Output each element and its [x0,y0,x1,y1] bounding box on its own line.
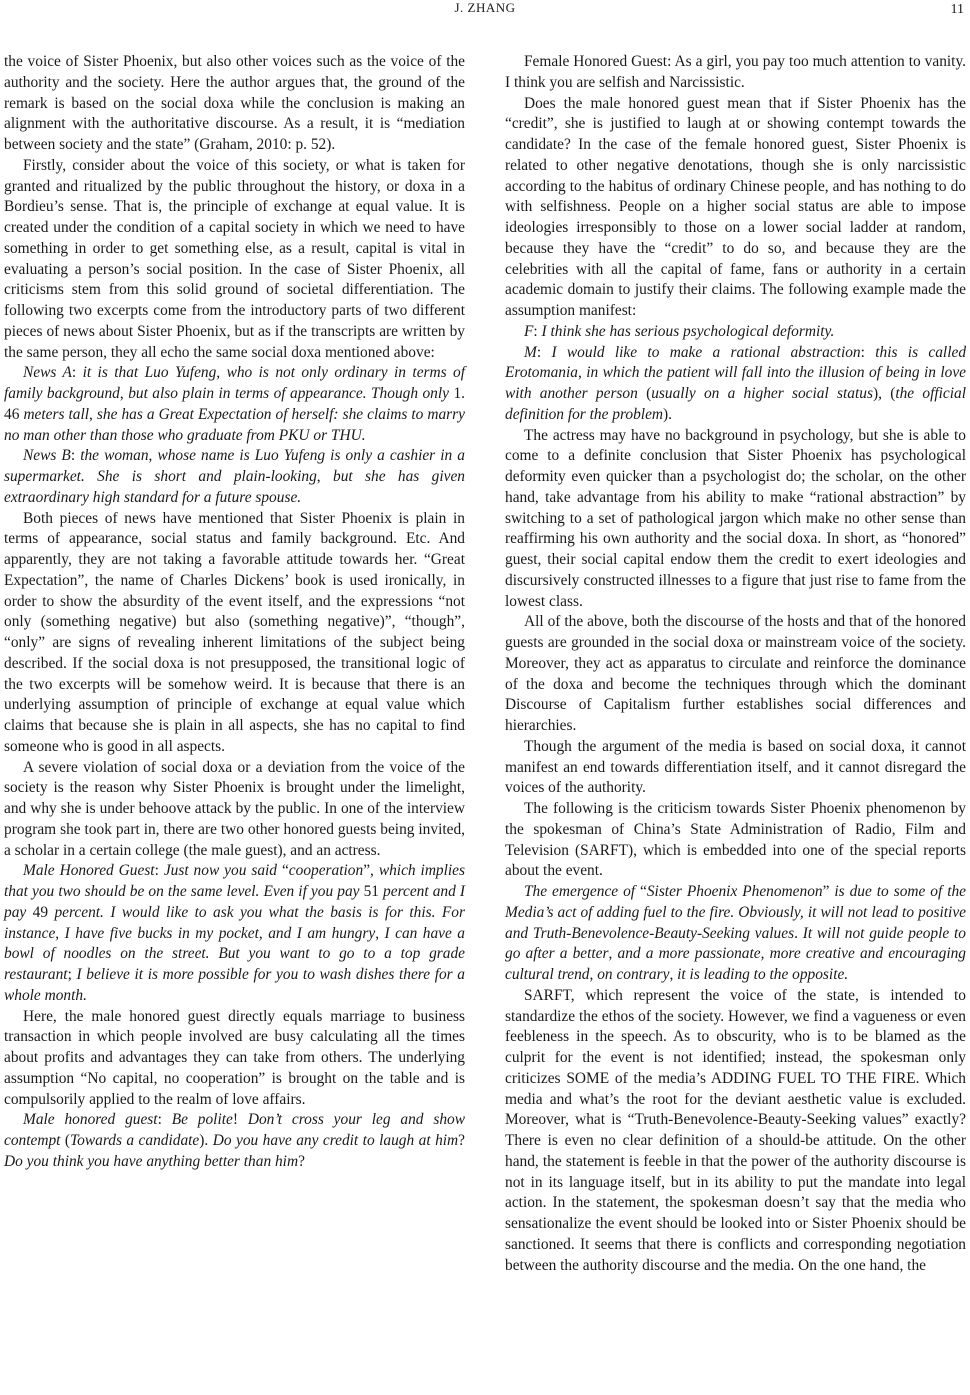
text-run: usually on a higher social status [651,385,873,402]
upright-text: “ [640,883,647,900]
upright-text: ). [663,405,673,423]
text-run: M [524,343,537,361]
upright-text: , [89,405,97,423]
text-run: Both pieces of news have mentioned that Sister Phoenix is plain in terms of appearance, social status and family background. Etc. And apparently, they are not taking a favorable attitude towards her. “Great Expectation”, the name of Charles Dickens’ book is used ironically, in order to show the absurdity of the event itself, and the expressions “not only (something negative) but also (something negative)”, “though”, “only” are signs of revealing inherent limitations of the subject being described. If the social doxa is not presupposed, the transitional logic of the two excerpts will be somehow weird. It is because that there is an underlying assumption of principle of exchange at equal value which claims that because she is plain in all aspects, she has no capital to find someone who is good in all aspects. [4,509,465,755]
text-run: It will not guide people to go after a better [505,924,966,963]
text-run: The following is the criticism towards Sister Phoenix phenomenon by the spokesman of China’s State Administration of Radio, Film and Television (SARFT), which is embedded into one of the special reports about the event. [505,800,966,880]
text-run: and a more passionate [617,945,761,963]
text-run: she has a Great Expectation of herself: she claims to marry no man other than those who graduate from PKU or THU. [4,405,465,444]
upright-text: . [794,924,803,942]
upright-text: : [70,447,81,465]
body-paragraph [4,1007,465,1111]
upright-text: : [154,862,164,880]
excerpt-paragraph [505,882,966,986]
upright-text: ! [232,1111,248,1129]
body-paragraph [505,426,966,613]
page-number: 11 [950,2,964,17]
text-run: Be polite [171,1111,233,1129]
upright-text: : [71,364,83,382]
text-run: the woman [80,447,149,465]
running-head-author: J. ZHANG [454,0,516,15]
upright-text: ” [822,883,835,900]
text-run: The actress may have no background in psychology, but she is able to come to a definite conclusion that Sister Phoenix has psychological deformity even quicker than a psychologist do; the scholar, on the other hand, take advantage from his ability to make “rational abstraction” by switching to a set of pathological jargon which make no other sense than reaffirming his own authority and the social doxa. In short, as “honored” guest, their social capital endow them the credit to exert ideologies and discursively constructed illnesses to a figure that just rise to fame from the lowest class. [505,426,966,610]
upright-text: ? [298,1152,305,1170]
body-paragraph [4,758,465,862]
upright-text: , [55,924,65,942]
text-run: Here, the male honored guest directly equals marriage to business transaction in which people involved are busy calculating all the times about profits and advantages they can take from others. The underlying assumption “No capital, no cooperation” is brought on the table and is compulsorily applied to the realm of love affairs. [4,1007,465,1108]
text-run: All of the above, both the discourse of the hosts and that of the honored guests are grounded in the social doxa or mainstream voice of the society. Moreover, they act as apparatus to circulate and reinforce the dominance of the doxa and become the techniques through which the dominant Discourse of Capitalism further establishes social differences and hierarchies. [505,613,966,734]
text-run: The emergence of [524,883,640,900]
upright-text: , [316,468,333,485]
upright-text: , [589,966,598,983]
text-run: I can have a bowl of noodles on the street. But you want to go to a top grade restaurant [4,924,466,983]
body-paragraph [505,94,966,322]
text-run: Do you think you have anything better than him [4,1152,299,1170]
upright-text: ? [458,1132,466,1149]
text-run: this is called Erotomania [505,343,967,382]
text-run: but she has given extraordinary high standard for a future spouse. [4,468,465,506]
text-run: the official definition for the problem [505,385,966,423]
upright-text: , [577,364,587,382]
text-run: F [524,322,534,340]
text-run: Firstly, consider about the voice of this society, or what is taken for granted and ritualized by the public throughout the history, or doxa in a Bordieu’s sense. That is, the principle of exchange at equal value. It is created under the condition of a capital society in which we need to have something in order to get something else, as a result, capital is vital in evaluating a person’s social position. In the case of Sister Phoenix, all criticisms stem from this solid ground of societal differentiation. The following two excerpts come from the introductory parts of two different pieces of news about Sister Phoenix, but as if the transcripts are written by the same person, they all echo the same social doxa mentioned above: [4,156,465,361]
right-column [505,52,966,1276]
text-run: is due to some of the Media’s act of adding fuel to the fire. Obviously, it will not lead to positive and Truth-Benevolence-Beauty-Seeking values [505,883,967,942]
text-run: Female Honored Guest: As a girl, you pay too much attention to vanity. I think you are selfish and Narcissistic. [505,53,966,91]
text-run: News A [23,364,72,382]
text-run: Does the male honored guest mean that if Sister Phoenix has the “credit”, she is justified to laugh at or showing contempt towards the candidate? In the case of the female honored guest, Sister Phoenix is related to other negative denotations, though she is only narcissistic according to the habitus of ordinary Chinese people, and has nothing to do with selfishness. People on a higher social status are able to impose ideologies irresponsibly to those on a lower social ladder at random, because they have the “credit” to do so, and because they are the celebrities with all the capital of fame, fans or authority in a certain academic domain to justify their claims. The following example made the assumption manifest: [505,94,966,319]
body-paragraph [505,612,966,737]
upright-text: : [157,1111,172,1129]
text-run: Male Honored Guest [23,862,155,880]
text-run: News B [23,447,71,465]
excerpt-paragraph [4,446,465,508]
upright-text: 51 [363,883,384,900]
upright-text: ). [199,1132,213,1149]
text-run: and I am hungry [268,924,376,942]
upright-text: , [669,966,678,983]
upright-text: 49 [32,903,55,921]
text-run: but also plain in terms of appearance. Though only [128,385,454,402]
text-run: SARFT, which represent the voice of the state, is intended to standardize the ethos of the society. However, we find a vagueness or even feebleness in the speech. As to obscurity, who is to be blamed as the culprit for the event is not identified; instead, the spokesman only criticizes SOME of the media’s ADDING FUEL TO THE FIRE. Which media and what’s the root for the deviant aesthetic value is excluded. Moreover, what is “Truth-Benevolence-Beauty-Seeking values” exactly? There is even no clear definition of a should-be attitude. On the other hand, the statement is feeble in that the power of the authority discourse is not in its language itself, but in its ability to put the mandate into legal action. In the statement, the spokesman doesn’t say that the media who sensationalize the event should be looked into or Sister Phoenix should be sanctioned. It seems that there is conflicts and corresponding negotiation between the authority discourse and the media. On the one hand, the [505,986,966,1274]
text-run: it is that Luo Yufeng, who is not only ordinary in terms of family background [4,364,466,402]
upright-text: , [608,945,618,963]
upright-text: : [536,343,552,361]
text-run: in which the patient will fall into the illusion of being in love with another person [505,364,966,402]
upright-text: , [148,447,158,465]
upright-text: ; [67,966,77,983]
body-paragraph [505,737,966,799]
excerpt-paragraph [4,363,465,446]
upright-text: “ [281,862,289,880]
body-paragraph [4,156,465,364]
left-column [4,52,465,1173]
text-run: whose name is Luo Yufeng is only a cashier in a supermarket. She is short and plain-looking [4,447,465,485]
text-run: meters tall [23,405,90,423]
upright-text: ( [64,1132,71,1149]
upright-text: ( [646,385,652,402]
text-run: Towards a candidate [70,1132,200,1149]
text-run: Sister Phoenix Phenomenon [646,883,823,900]
upright-text: ”, [363,862,379,880]
body-paragraph [505,799,966,882]
paragraph-continued [4,52,465,156]
text-run: I have five bucks in my pocket [64,924,259,942]
excerpt-paragraph [4,1110,465,1172]
text-run: Just now you said [163,862,282,880]
upright-text: , [119,385,129,402]
excerpt-paragraph [505,322,966,343]
upright-text: : [533,322,542,340]
text-run: percent. I would like to ask you what the basis is for this. For instance [4,903,465,942]
text-run: which implies that you two should be on the same level. Even if you pay [4,862,466,900]
running-header [0,0,970,24]
text-run: it is leading to the opposite. [677,966,849,983]
text-run: percent and I pay [4,883,466,921]
text-run: I would like to make a rational abstraction [551,343,861,361]
text-run: Do you have any credit to laugh at him [212,1132,459,1149]
text-run: Male honored guest [23,1111,158,1129]
body-paragraph [505,986,966,1277]
upright-text: , [375,924,385,942]
text-run: cooperation [288,862,364,880]
upright-text: , [760,945,770,963]
upright-text: 1. 46 [4,385,465,423]
body-paragraph [4,509,465,758]
text-run: the voice of Sister Phoenix, but also other voices such as the voice of the authority and the society. Here the author argues that, the ground of the remark is based on the social doxa while the conclusion is making an alignment with the authoritative discourse. As a result, it is “mediation between society and the state” (Graham, 2010: p. 52). [4,53,465,153]
text-run: more creative and encouraging cultural trend [505,945,966,983]
upright-text: ), ( [872,385,896,402]
upright-text: , [258,924,269,942]
text-run: on contrary [597,966,670,983]
upright-text: : [860,343,876,361]
excerpt-paragraph [505,343,966,426]
text-run: Don’t cross your leg and show contempt [4,1111,466,1149]
text-run: I think she has serious psychological deformity. [541,322,835,340]
text-run: Though the argument of the media is based on social doxa, it cannot manifest an end towards differentiation itself, and it cannot disregard the voices of the authority. [505,737,966,797]
text-run: I believe it is more possible for you to wash dishes there for a whole month. [4,966,465,1004]
body-paragraph [505,52,966,94]
text-run: A severe violation of social doxa or a deviation from the voice of the society is the reason why Sister Phoenix is brought under the limelight, and why she is under behoove attack by the public. In one of the interview program she took part in, there are two other honored guests being invited, a scholar in a certain college (the male guest), and an actress. [4,758,465,859]
excerpt-paragraph [4,861,465,1006]
